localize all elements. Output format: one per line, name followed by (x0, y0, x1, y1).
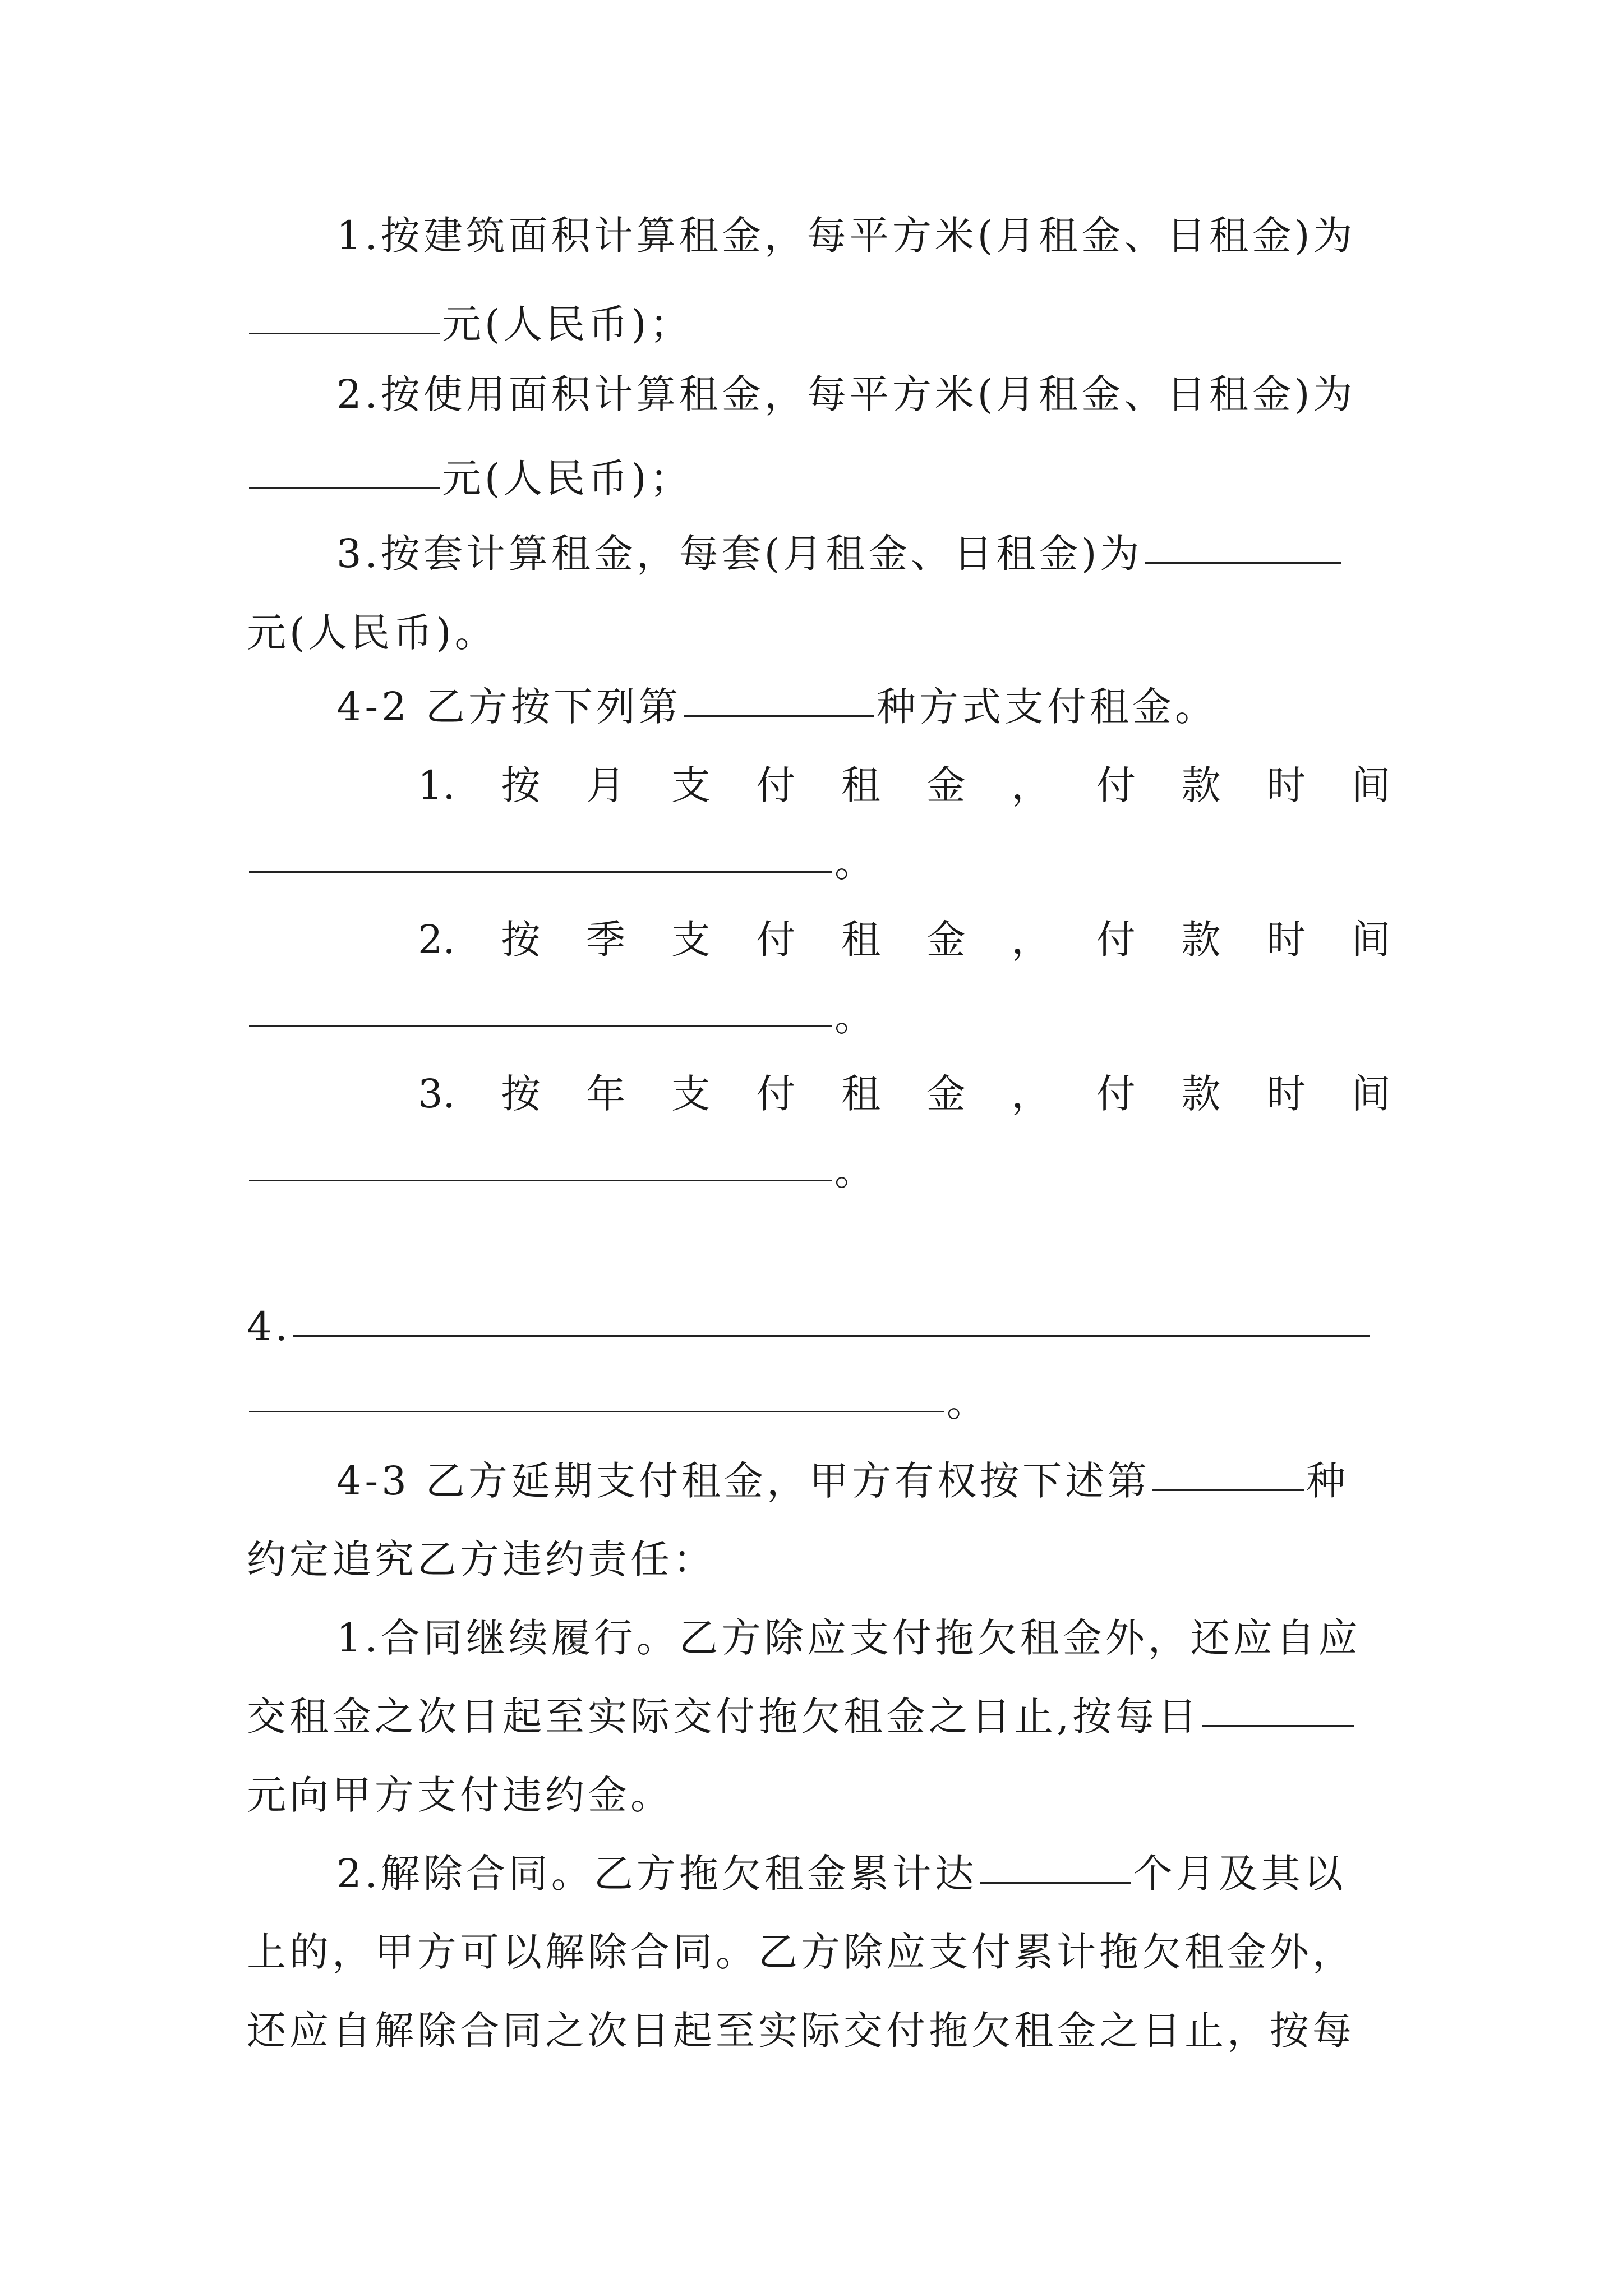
clause-line-1 (336, 196, 1481, 275)
clause-line-11 (247, 978, 1391, 1056)
fill-blank[interactable] (249, 1025, 832, 1027)
fill-blank[interactable] (1152, 1489, 1304, 1491)
clause-line-9 (247, 823, 1391, 902)
clause-text: 种 (1306, 1458, 1349, 1504)
clause-text: 4-2 乙方按下列第 (336, 684, 681, 730)
clause-text: 3.按套计算租金，每套(月租金、日租金)为 (336, 531, 1143, 577)
clause-text: 还应自解除合同之次日起至实际交付拖欠租金之日止，按每 (247, 2008, 1355, 2054)
spread-char: 间 (1351, 917, 1391, 963)
spread-char: 间 (1351, 1071, 1391, 1117)
spread-char: 租 (841, 762, 880, 808)
spread-char: 付 (1096, 762, 1136, 808)
spread-char: 款 (1181, 1071, 1221, 1117)
clause-text: 1.合同继续履行。乙方除应支付拖欠租金外，还应自应 (336, 1615, 1361, 1661)
fill-blank[interactable] (249, 332, 440, 334)
clause-text: 约定追究乙方违约责任： (247, 1536, 716, 1582)
spread-char: 付 (1096, 1071, 1136, 1117)
fill-blank[interactable] (249, 1410, 944, 1412)
clause-line-15 (247, 1363, 1391, 1442)
clause-line-17 (247, 1520, 1391, 1599)
spread-char: 时 (1266, 917, 1306, 963)
clause-line-4 (247, 439, 1391, 518)
spread-char: 支 (671, 1071, 711, 1117)
clause-text: 元(人民币)； (442, 455, 693, 501)
spread-char: 支 (671, 917, 711, 963)
clause-text: 上的，甲方可以解除合同。乙方除应支付累计拖欠租金外， (247, 1929, 1355, 1975)
clause-line-3 (336, 355, 1481, 434)
fill-blank[interactable] (684, 715, 874, 717)
clause-text: 。 (834, 840, 877, 886)
fill-blank[interactable] (1202, 1724, 1354, 1727)
clause-text: 元(人民币)； (442, 301, 693, 347)
spread-char: 2. (418, 917, 455, 963)
payment-option-monthly (418, 746, 1562, 825)
clause-line-18 (336, 1599, 1481, 1677)
clause-text: 4. (247, 1304, 291, 1350)
clause-line-20 (247, 1756, 1391, 1834)
clause-line-13 (247, 1132, 1391, 1211)
payment-option-yearly (418, 1055, 1562, 1133)
spread-char: 季 (586, 917, 626, 963)
fill-blank[interactable] (1145, 562, 1341, 564)
fill-blank[interactable] (249, 871, 832, 873)
spread-char: 间 (1351, 762, 1391, 808)
spread-char: ， (1011, 1071, 1051, 1117)
spread-char: 付 (1096, 917, 1136, 963)
spread-char: 时 (1266, 1071, 1306, 1117)
clause-text: 1.按建筑面积计算租金，每平方米(月租金、日租金)为 (336, 213, 1356, 259)
clause-line-2 (247, 285, 1391, 364)
spread-char: 金 (926, 917, 966, 963)
spread-char: 租 (841, 917, 880, 963)
clause-text: 个月及其以 (1133, 1851, 1347, 1897)
spread-char: 金 (926, 1071, 966, 1117)
fill-blank[interactable] (249, 486, 440, 489)
spread-char: 时 (1266, 762, 1306, 808)
spread-char: 1. (418, 762, 455, 808)
clause-line-6 (247, 593, 1391, 672)
clause-text: 4-3 乙方延期支付租金，甲方有权按下述第 (336, 1458, 1150, 1504)
spread-char: 按 (501, 917, 541, 963)
spread-char: 付 (756, 1071, 796, 1117)
fill-blank[interactable] (293, 1335, 1370, 1337)
spread-char: 租 (841, 1071, 880, 1117)
spread-char: 款 (1181, 917, 1221, 963)
clause-text: 2.按使用面积计算租金，每平方米(月租金、日租金)为 (336, 371, 1356, 417)
spread-char: 款 (1181, 762, 1221, 808)
clause-text: 元向甲方支付违约金。 (247, 1772, 673, 1818)
clause-text: 交租金之次日起至实际交付拖欠租金之日止,按每日 (247, 1694, 1201, 1740)
spread-char: 月 (586, 762, 626, 808)
spread-char: 付 (756, 762, 796, 808)
clause-line-7 (336, 668, 1481, 746)
fill-blank[interactable] (980, 1881, 1131, 1884)
clause-text: 。 (834, 994, 877, 1040)
clause-line-23 (247, 1991, 1391, 2070)
spread-char: 年 (586, 1071, 626, 1117)
clause-line-16 (336, 1442, 1481, 1520)
spread-char: 3. (418, 1071, 455, 1117)
spread-char: ， (1011, 762, 1051, 808)
clause-text: 。 (834, 1148, 877, 1194)
clause-text: 元(人民币)。 (247, 610, 497, 656)
clause-line-5 (336, 514, 1481, 593)
clause-line-21 (336, 1834, 1481, 1913)
clause-line-22 (247, 1913, 1391, 1991)
fill-blank[interactable] (249, 1179, 832, 1181)
clause-text: 2.解除合同。乙方拖欠租金累计达 (336, 1851, 978, 1897)
payment-option-quarterly (418, 900, 1562, 979)
clause-text: 种方式支付租金。 (876, 684, 1218, 730)
clause-line-14 (247, 1287, 1391, 1366)
clause-text: 。 (947, 1379, 989, 1425)
spread-char: 支 (671, 762, 711, 808)
spread-char: 按 (501, 1071, 541, 1117)
spread-char: ， (1011, 917, 1051, 963)
spread-char: 金 (926, 762, 966, 808)
spread-char: 按 (501, 762, 541, 808)
clause-line-19 (247, 1677, 1391, 1756)
spread-char: 付 (756, 917, 796, 963)
